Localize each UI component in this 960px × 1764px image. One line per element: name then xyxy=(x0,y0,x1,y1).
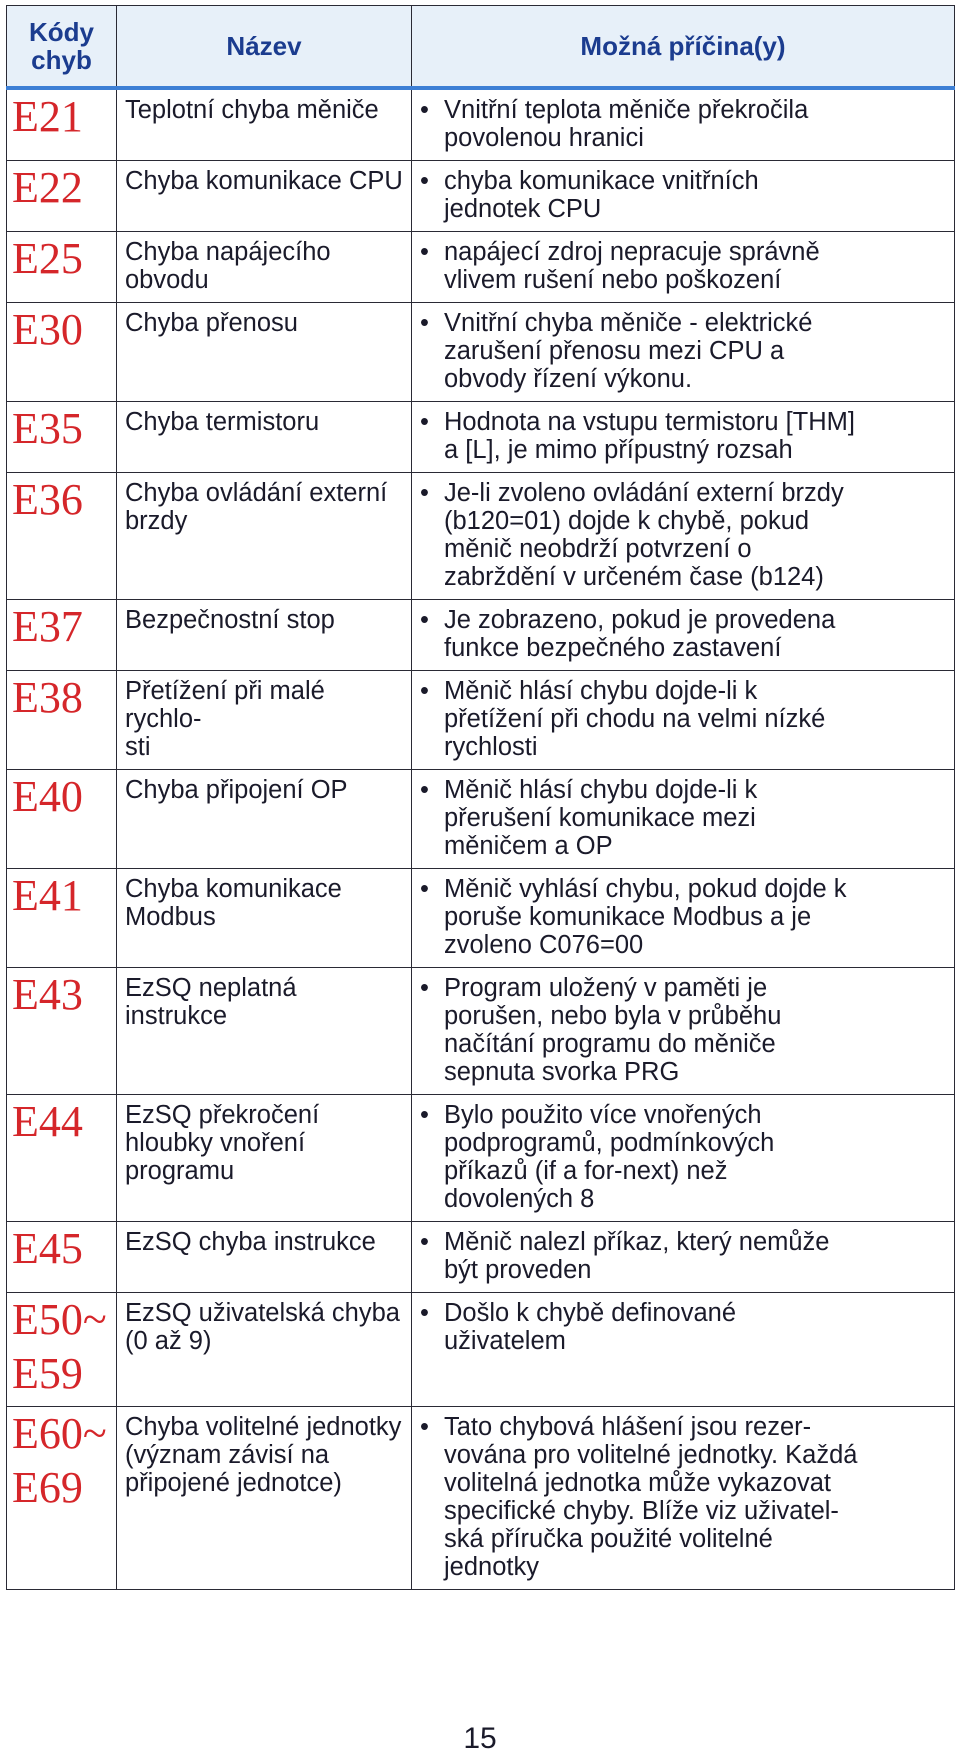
possible-cause xyxy=(412,303,955,402)
error-name: Chyba komunikace Modbus xyxy=(117,869,412,968)
bullet-icon: • xyxy=(420,875,429,903)
possible-cause xyxy=(412,1222,955,1293)
error-code: E21 xyxy=(7,88,117,161)
error-code: E43 xyxy=(7,968,117,1095)
error-code: E38 xyxy=(7,671,117,770)
bullet-icon: • xyxy=(420,606,429,634)
error-name: EzSQ překročení hloubky vnoření programu xyxy=(117,1095,412,1222)
possible-cause xyxy=(412,770,955,869)
error-name: Bezpečnostní stop xyxy=(117,600,412,671)
table-row xyxy=(7,671,955,770)
bullet-icon: • xyxy=(420,1299,429,1327)
error-code: E60~ E69 xyxy=(7,1407,117,1590)
table-row xyxy=(7,88,955,161)
possible-cause-text: Vnitřní teplota měniče překročila povolenou hranici xyxy=(444,96,809,152)
possible-cause-text: Je-li zvoleno ovládání externí brzdy (b120=01) dojde k chybě, pokud měnič neobdrží potvrzení o zabrždění v určeném čase (b124) xyxy=(444,479,844,591)
possible-cause-text: Bylo použito více vnořených podprogramů, podmínkových příkazů (if a for-next) než dovolených 8 xyxy=(444,1101,775,1213)
possible-cause-text: Tato chybová hlášení jsou rezer- vována pro volitelné jednotky. Každá volitelná jednotka může vykazovat specifické chyby. Blíže viz uživatel- ská příručka použité volitelné jednotky xyxy=(444,1413,858,1581)
table-header-row xyxy=(7,6,955,89)
error-name: Teplotní chyba měniče xyxy=(117,88,412,161)
bullet-icon: • xyxy=(420,1413,429,1441)
table-row xyxy=(7,1095,955,1222)
possible-cause-text: chyba komunikace vnitřních jednotek CPU xyxy=(444,167,759,223)
table-row xyxy=(7,1293,955,1407)
error-code: E25 xyxy=(7,232,117,303)
possible-cause-text: Měnič nalezl příkaz, který nemůže být proveden xyxy=(444,1228,830,1284)
error-code: E45 xyxy=(7,1222,117,1293)
table-row xyxy=(7,1222,955,1293)
bullet-icon: • xyxy=(420,974,429,1002)
header-possible-cause: Možná příčina(y) xyxy=(412,6,955,89)
error-name: EzSQ chyba instrukce xyxy=(117,1222,412,1293)
table-row xyxy=(7,473,955,600)
bullet-icon: • xyxy=(420,1228,429,1256)
table-row xyxy=(7,600,955,671)
possible-cause-text: Vnitřní chyba měniče - elektrické zarušení přenosu mezi CPU a obvody řízení výkonu. xyxy=(444,309,813,393)
possible-cause xyxy=(412,600,955,671)
possible-cause-text: Měnič hlásí chybu dojde-li k přetížení při chodu na velmi nízké rychlosti xyxy=(444,677,826,761)
bullet-icon: • xyxy=(420,776,429,804)
error-name: Chyba volitelné jednotky (význam závisí na připojené jednotce) xyxy=(117,1407,412,1590)
possible-cause-text: Je zobrazeno, pokud je provedena funkce bezpečného zastavení xyxy=(444,606,836,662)
table-row xyxy=(7,1407,955,1590)
error-code: E37 xyxy=(7,600,117,671)
error-name: Chyba připojení OP xyxy=(117,770,412,869)
possible-cause xyxy=(412,88,955,161)
error-code: E44 xyxy=(7,1095,117,1222)
error-name: Chyba termistoru xyxy=(117,402,412,473)
error-code: E40 xyxy=(7,770,117,869)
error-name: Chyba napájecího obvodu xyxy=(117,232,412,303)
possible-cause xyxy=(412,968,955,1095)
bullet-icon: • xyxy=(420,309,429,337)
table-row xyxy=(7,968,955,1095)
error-name: EzSQ neplatná instrukce xyxy=(117,968,412,1095)
possible-cause xyxy=(412,161,955,232)
possible-cause xyxy=(412,671,955,770)
error-name: Chyba přenosu xyxy=(117,303,412,402)
error-codes-table xyxy=(6,5,955,1590)
bullet-icon: • xyxy=(420,408,429,436)
possible-cause-text: Došlo k chybě definované uživatelem xyxy=(444,1299,737,1355)
error-code: E22 xyxy=(7,161,117,232)
possible-cause-text: Měnič vyhlásí chybu, pokud dojde k poruše komunikace Modbus a je zvoleno C076=00 xyxy=(444,875,847,959)
table-row xyxy=(7,161,955,232)
error-code: E50~ E59 xyxy=(7,1293,117,1407)
possible-cause xyxy=(412,473,955,600)
error-name: Chyba ovládání externí brzdy xyxy=(117,473,412,600)
table-row xyxy=(7,232,955,303)
error-name: Přetížení při malé rychlo- sti xyxy=(117,671,412,770)
bullet-icon: • xyxy=(420,96,429,124)
possible-cause-text: Hodnota na vstupu termistoru [THM] a [L], je mimo přípustný rozsah xyxy=(444,408,856,464)
bullet-icon: • xyxy=(420,1101,429,1129)
possible-cause-text: Program uložený v paměti je porušen, nebo byla v průběhu načítání programu do měniče sepnuta svorka PRG xyxy=(444,974,782,1086)
table-row xyxy=(7,402,955,473)
table-row xyxy=(7,770,955,869)
header-error-codes: Kódy chyb xyxy=(7,6,117,89)
error-name: Chyba komunikace CPU xyxy=(117,161,412,232)
page-number: 15 xyxy=(463,1722,497,1755)
error-code: E35 xyxy=(7,402,117,473)
bullet-icon: • xyxy=(420,238,429,266)
possible-cause xyxy=(412,1407,955,1590)
table-row xyxy=(7,303,955,402)
bullet-icon: • xyxy=(420,677,429,705)
error-code: E36 xyxy=(7,473,117,600)
bullet-icon: • xyxy=(420,167,429,195)
error-code: E41 xyxy=(7,869,117,968)
possible-cause xyxy=(412,402,955,473)
error-code: E30 xyxy=(7,303,117,402)
possible-cause xyxy=(412,232,955,303)
error-name: EzSQ uživatelská chyba (0 až 9) xyxy=(117,1293,412,1407)
table-row xyxy=(7,869,955,968)
possible-cause xyxy=(412,1293,955,1407)
header-name: Název xyxy=(117,6,412,89)
possible-cause xyxy=(412,1095,955,1222)
possible-cause xyxy=(412,869,955,968)
bullet-icon: • xyxy=(420,479,429,507)
possible-cause-text: Měnič hlásí chybu dojde-li k přerušení komunikace mezi měničem a OP xyxy=(444,776,758,860)
possible-cause-text: napájecí zdroj nepracuje správně vlivem rušení nebo poškození xyxy=(444,238,820,294)
